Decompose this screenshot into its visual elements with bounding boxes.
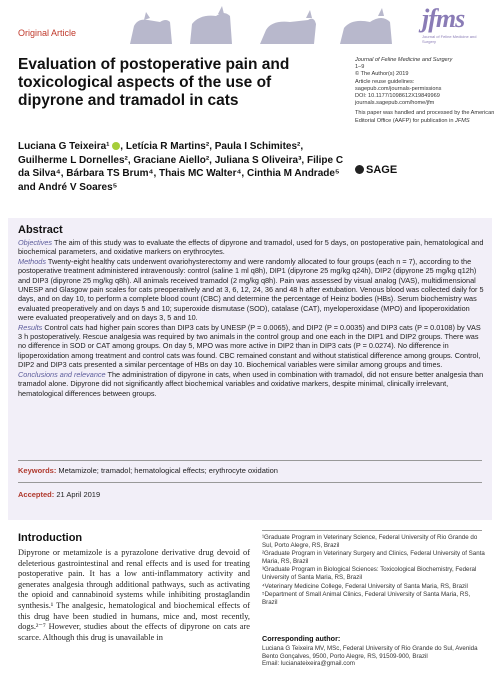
copyright: © The Author(s) 2019 bbox=[355, 71, 409, 78]
corresponding-heading: Corresponding author: bbox=[262, 634, 341, 643]
article-title: Evaluation of postoperative pain and toxicological aspects of the use of dipyrone and tramadol in cats bbox=[18, 56, 290, 109]
methods-label: Methods bbox=[18, 256, 46, 266]
keywords: Keywords: Metamizole; tramadol; hematological effects; erythrocyte oxidation bbox=[18, 466, 278, 475]
reuse-link[interactable]: sagepub.com/journals-permissions bbox=[355, 85, 442, 92]
doi[interactable]: DOI: 10.1177/1098612X19849969 bbox=[355, 93, 440, 100]
affiliations bbox=[262, 534, 486, 607]
methods-text: Twenty-eight healthy cats underwent ovariohysterectomy and were randomly allocated to four groups (each n = 7), according to the postoperative treatment administered intravenously: control (saline 1 ml q8h), DIP1 (dipyrone 25 mg/kg q24h), DIP2 (dipyrone 25 mg/kg q12h) and DIP3 (dipyrone 25 mg/kg q8h). All animals received tramadol (2 mg/kg q8h). Pain was assessed by visual analog (VAS), multidimensional UNESP and Glasgow pain scales for cats preoperatively and at 3, 6, 12, 24, 36 and 48 h after extubation. Venous blood was collected daily for 5 days, and on day 10, to perform a complete blood count (CBC) and determine the percentage of Heinz bodies (HBs). Serum biochemistry was evaluated preoperatively and on days 5 and 10; superoxide dismutase (SOD), catalase (CAT), myeloperoxidase (MPO) and lipoperoxidation were evaluated preoperatively and on days 3, 5 and 10. bbox=[18, 256, 484, 323]
divider bbox=[18, 482, 482, 483]
coauthors: , Letícia R Martins², Paula I Schimites², Guilherme L Dornelles², Graciane Aiello², Juliana S Oliveira³, Filipe C da Silva⁴, Bárbara TS Brum⁴, Thais MC Walter⁴, Cinthia M Andrade⁵ and André V Soares⁵ bbox=[18, 141, 344, 193]
first-author: Luciana G Teixeira¹ bbox=[18, 141, 110, 152]
affiliation-item: ⁴Veterinary Medicine College, Federal University of Santa Maria, RS, Brazil bbox=[262, 582, 468, 590]
divider bbox=[262, 530, 482, 531]
abstract-body bbox=[18, 238, 486, 398]
reuse-label: Article reuse guidelines: bbox=[355, 78, 415, 85]
objectives-label: Objectives bbox=[18, 238, 53, 247]
affiliation-item: ²Graduate Program in Veterinary Surgery and Clinics, Federal University of Santa Maria, RS, Brazil bbox=[262, 550, 485, 565]
affiliation-item: ⁵Department of Small Animal Clinics, Federal University of Santa Maria, RS, Brazil bbox=[262, 591, 471, 606]
cat-silhouettes-icon bbox=[120, 0, 420, 44]
corresponding-email[interactable]: Email: lucianateixeira@gmail.com bbox=[262, 660, 355, 668]
conclusions-text: The administration of dipyrone in cats, when used in combination with tramadol, did not ensure better analgesia than tramadol alone. Dipyrone did not significantly affect biochemical variables and oxidative markers, despite minimal, clinically irrelevant, hematological differences between groups. bbox=[18, 369, 484, 398]
introduction-text: Dipyrone or metamizole is a pyrazolone derivative drug devoid of deleterious gastrointestinal and renal effects and is used for treating postoperative pain. It has a low anti-inflammatory activity and generates analgesia through additional pathways, such as activating the opioid and cannabinoid systems while inhibiting prostaglandin synthesis.¹ The analgesic, hematological and biochemical effects of this drug have been studied in humans, mice and, most recently, dogs.²⁻⁷ However, studies about the effects of dipyrone on cats are scarce. Although this drug is unavailable in bbox=[18, 548, 250, 642]
abstract-heading: Abstract bbox=[18, 224, 63, 236]
results-label: Results bbox=[18, 322, 43, 332]
objectives-text: The aim of this study was to evaluate the effects of dipyrone and tramadol, used for 5 days, on postoperative pain, hematological and biochemical parameters, and oxidative markers on erythrocytes. bbox=[18, 238, 484, 257]
affiliation-item: ³Graduate Program in Biological Sciences: Toxicological Biochemistry, Federal University of Santa Maria, RS, Brazil bbox=[262, 566, 477, 581]
logo-subtitle: Journal of Feline Medicine and Surgery bbox=[422, 34, 477, 44]
conclusions-label: Conclusions and relevance bbox=[18, 369, 106, 379]
accepted-date: Accepted: 21 April 2019 bbox=[18, 490, 101, 499]
divider bbox=[18, 460, 482, 461]
journal-logo bbox=[422, 4, 482, 44]
article-meta bbox=[355, 57, 495, 128]
corresponding-author: Luciana G Teixeira MV, MSc, Federal University of Rio Grande do Sul, Avenida Bento Gonçalves, 9500, Porto Alegre, RS, 91509-900, Brazil Email: lucianateixeira@gmail.com bbox=[262, 645, 478, 668]
sage-logo-icon bbox=[355, 165, 364, 174]
affiliation-item: ¹Graduate Program in Veterinary Science, Federal University of Rio Grande do Sul, Porto Alegre, RS, Brazil bbox=[262, 534, 478, 549]
introduction-heading: Introduction bbox=[18, 532, 83, 544]
logo-text: jfms bbox=[422, 4, 465, 33]
editorial-note: This paper was handled and processed by the American Editorial Office (AAFP) for publication in JFMS bbox=[355, 110, 495, 124]
section-label: Original Article bbox=[18, 28, 77, 38]
author-list bbox=[18, 140, 348, 194]
page-range: 1–9 bbox=[355, 64, 365, 71]
journal-name: Journal of Feline Medicine and Surgery bbox=[355, 57, 453, 63]
sage-logo: SAGE bbox=[355, 164, 397, 176]
journal-site[interactable]: journals.sagepub.com/home/jfm bbox=[355, 100, 435, 107]
results-text: Control cats had higher pain scores than DIP3 cats by UNESP (P = 0.0065), and DIP2 (P = 0.0035) and DIP3 cats (P = 0.0108) by VAS 3 h postoperatively. Rescue analgesia was required by two animals in the control group and one each in the DIP1 and DIP2 groups. There was no difference in SOD or CAT among groups. On day 5, MPO was more active in DIP2 than in DIP3 cats (P = 0.0274). No difference in lipoperoxidation among treatment and control cats was found. CBC remained constant and without statistical difference among groups. Control, DIP2 and DIP3 cats presented a similar percentage of HBs on day 10. Biochemical variables were similar among groups and times. bbox=[18, 322, 481, 370]
